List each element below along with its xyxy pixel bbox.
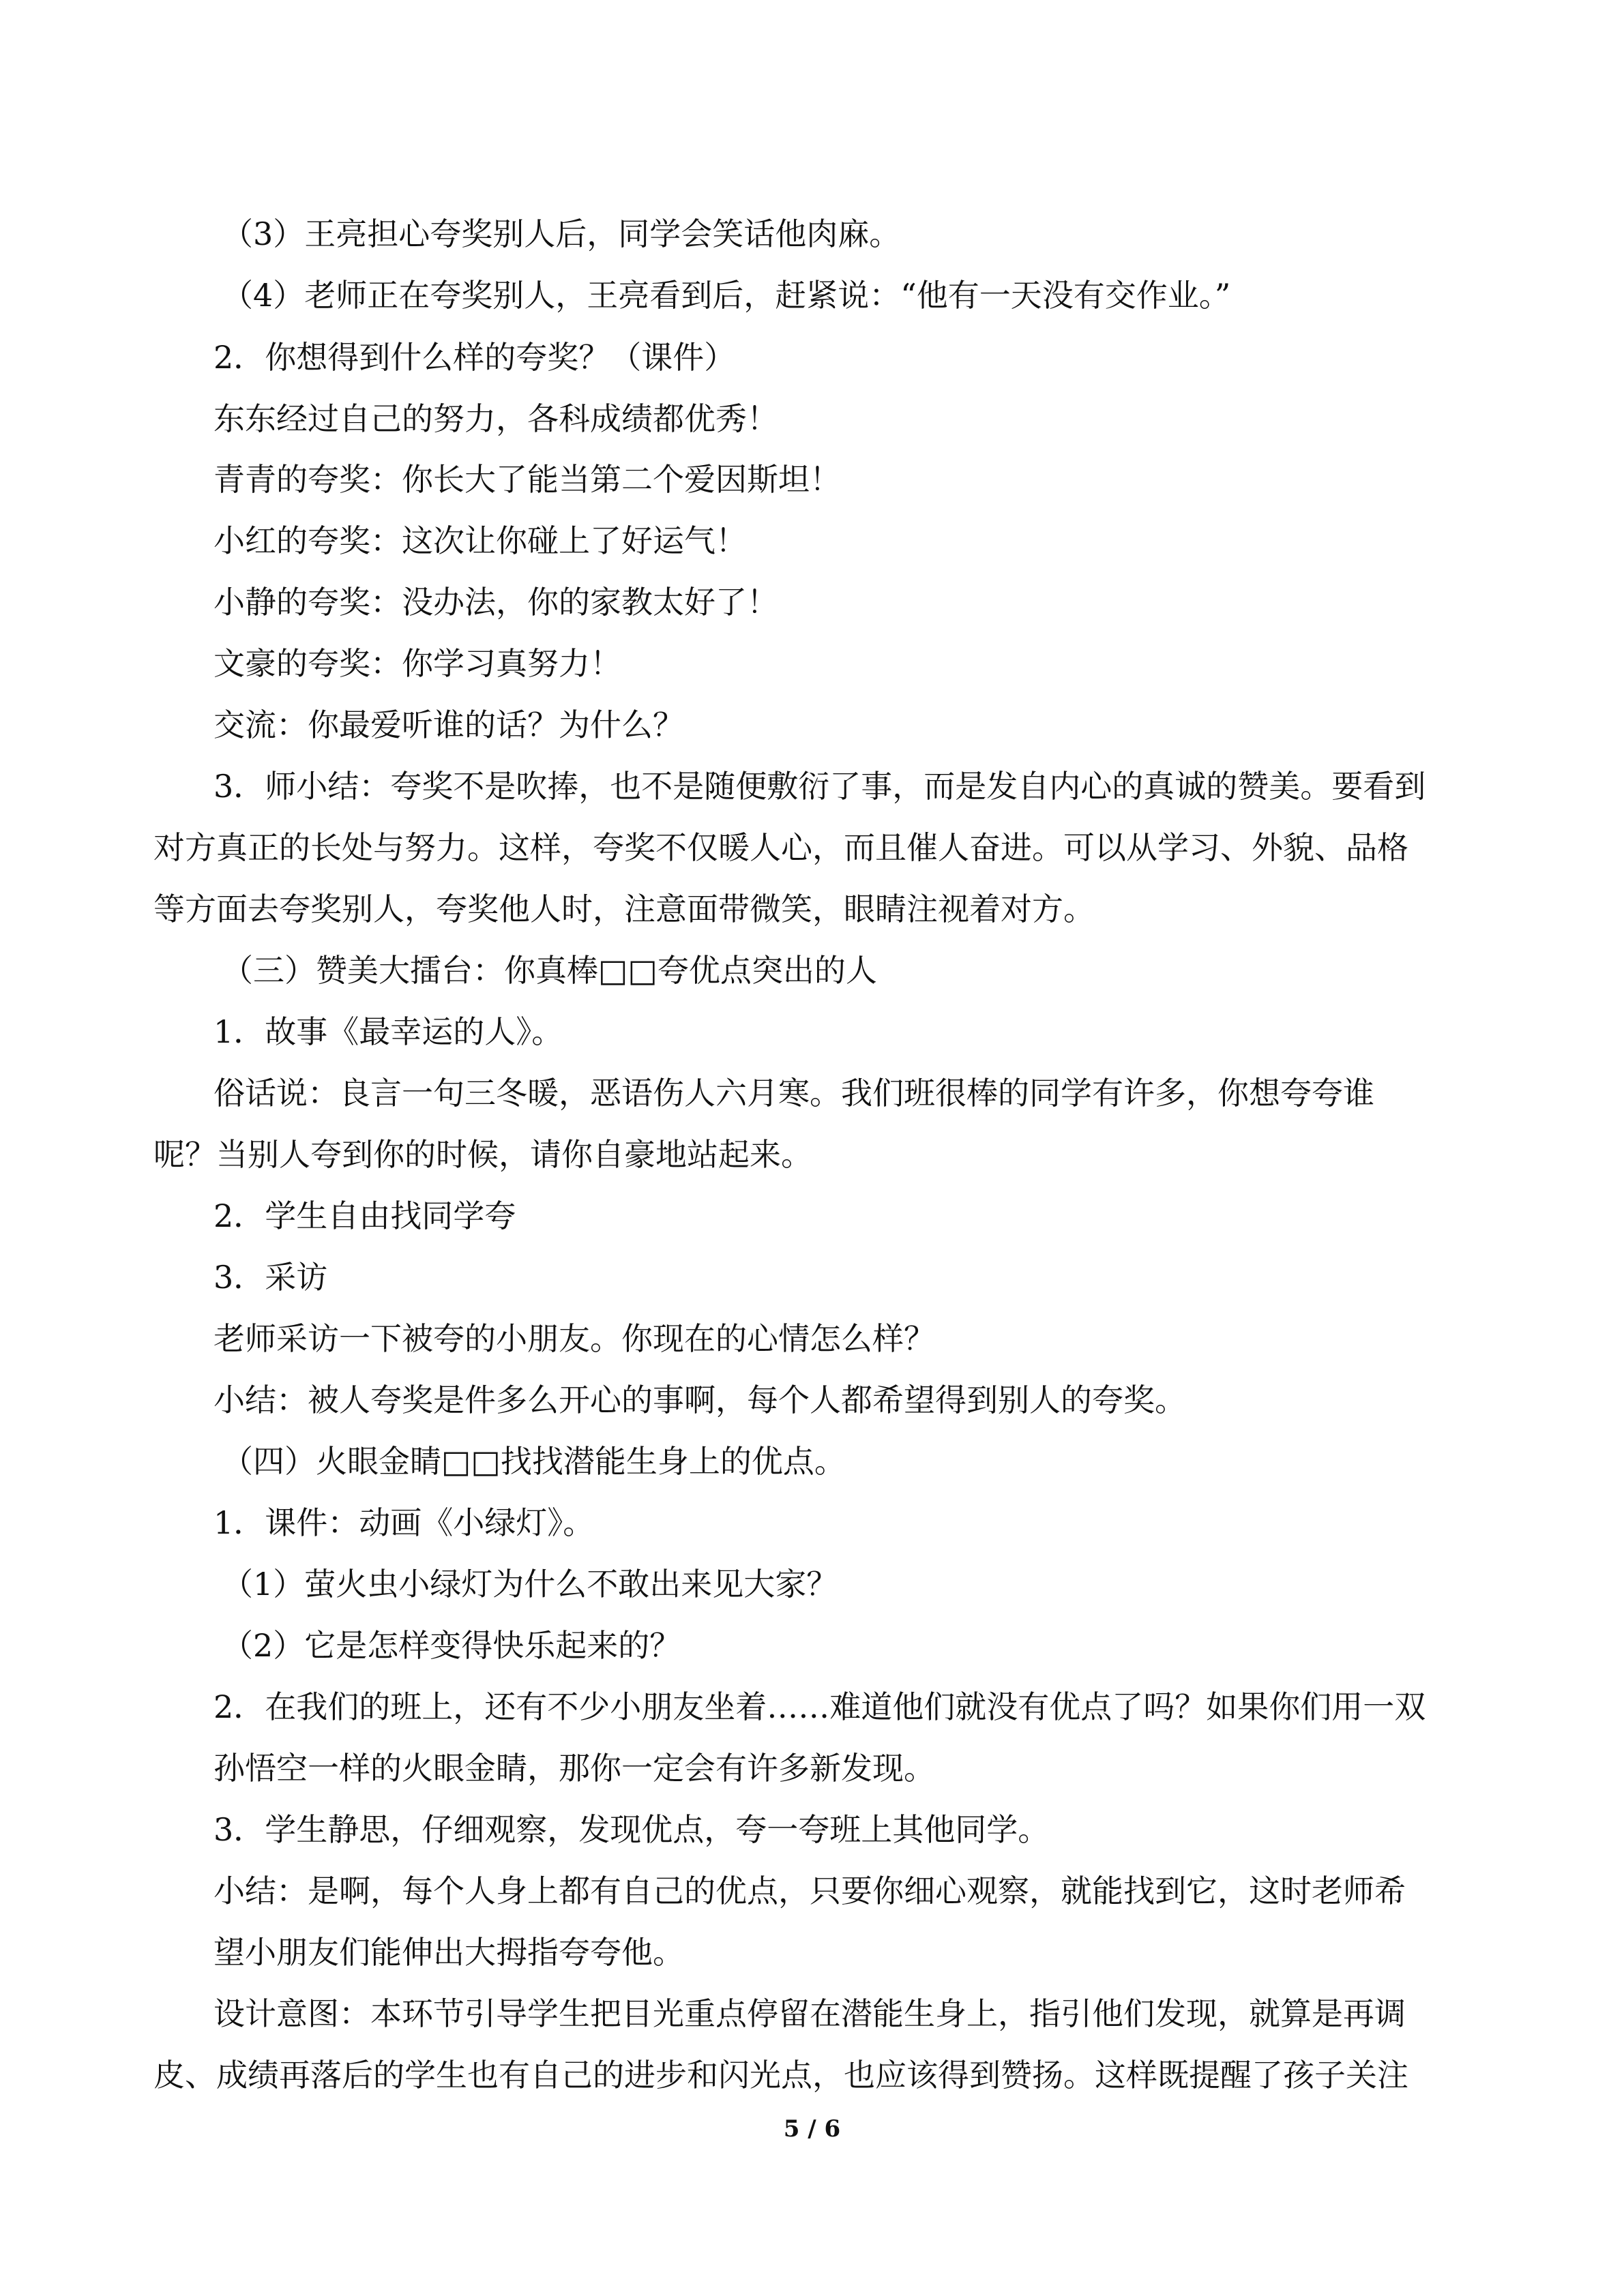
text-line: 小红的夸奖：这次让你碰上了好运气！: [213, 522, 747, 559]
text-line: 东东经过自己的努力，各科成绩都优秀！: [213, 400, 778, 437]
text-line: 设计意图：本环节引导学生把目光重点停留在潜能生身上，指引他们发现，就算是再调: [213, 1995, 1406, 2032]
text-line: 2．你想得到什么样的夸奖？（课件）: [213, 339, 736, 376]
text-line: 2．在我们的班上，还有不少小朋友坐着……难道他们就没有优点了吗？如果你们用一双: [213, 1688, 1426, 1725]
text-line: （3）王亮担心夸奖别人后，同学会笑话他肉麻。: [222, 215, 901, 252]
text-line: 交流：你最爱听谁的话？为什么？: [213, 706, 684, 743]
text-line: （4）老师正在夸奖别人，王亮看到后，赶紧说：“他有一天没有交作业。”: [222, 277, 1231, 314]
text-line: 呢？当别人夸到你的时候，请你自豪地站起来。: [153, 1136, 812, 1173]
section-heading: （三）赞美大擂台：你真棒□□夸优点突出的人: [222, 952, 877, 989]
text-line: 1．故事《最幸运的人》。: [213, 1013, 563, 1050]
text-line: 1．课件：动画《小绿灯》。: [213, 1504, 595, 1541]
text-line: 对方真正的长处与努力。这样，夸奖不仅暖人心，而且催人奋进。可以从学习、外貌、品格: [153, 829, 1408, 866]
text-line: 孙悟空一样的火眼金睛，那你一定会有许多新发现。: [213, 1750, 935, 1787]
text-line: 俗话说：良言一句三冬暖，恶语伤人六月寒。我们班很棒的同学有许多，你想夸夸谁: [213, 1075, 1374, 1112]
text-line: 皮、成绩再落后的学生也有自己的进步和闪光点，也应该得到赞扬。这样既提醒了孩子关注: [153, 2057, 1408, 2093]
section-heading: （四）火眼金睛□□找找潜能生身上的优点。: [222, 1443, 846, 1480]
text-line: 文豪的夸奖：你学习真努力！: [213, 645, 621, 682]
text-line: 望小朋友们能伸出大拇指夸夸他。: [213, 1934, 684, 1971]
text-line: 3．师小结：夸奖不是吹捧，也不是随便敷衍了事，而是发自内心的真诚的赞美。要看到: [213, 768, 1426, 805]
text-line: 等方面去夸奖别人，夸奖他人时，注意面带微笑，眼睛注视着对方。: [153, 891, 1095, 927]
text-line: 青青的夸奖：你长大了能当第二个爱因斯坦！: [213, 461, 841, 498]
text-line: （2）它是怎样变得快乐起来的？: [222, 1627, 681, 1664]
page-number: 5 / 6: [783, 2115, 841, 2143]
text-line: （1）萤火虫小绿灯为什么不敢出来见大家？: [222, 1566, 838, 1602]
text-line: 小静的夸奖：没办法，你的家教太好了！: [213, 584, 778, 621]
text-line: 小结：被人夸奖是件多么开心的事啊，每个人都希望得到别人的夸奖。: [213, 1382, 1186, 1418]
text-line: 老师采访一下被夸的小朋友。你现在的心情怎么样？: [213, 1320, 935, 1357]
text-line: 小结：是啊，每个人身上都有自己的优点，只要你细心观察，就能找到它，这时老师希: [213, 1873, 1406, 1909]
text-line: 2．学生自由找同学夸: [213, 1197, 516, 1234]
text-line: 3．学生静思，仔细观察，发现优点，夸一夸班上其他同学。: [213, 1811, 1050, 1848]
text-line: 3．采访: [213, 1259, 328, 1296]
